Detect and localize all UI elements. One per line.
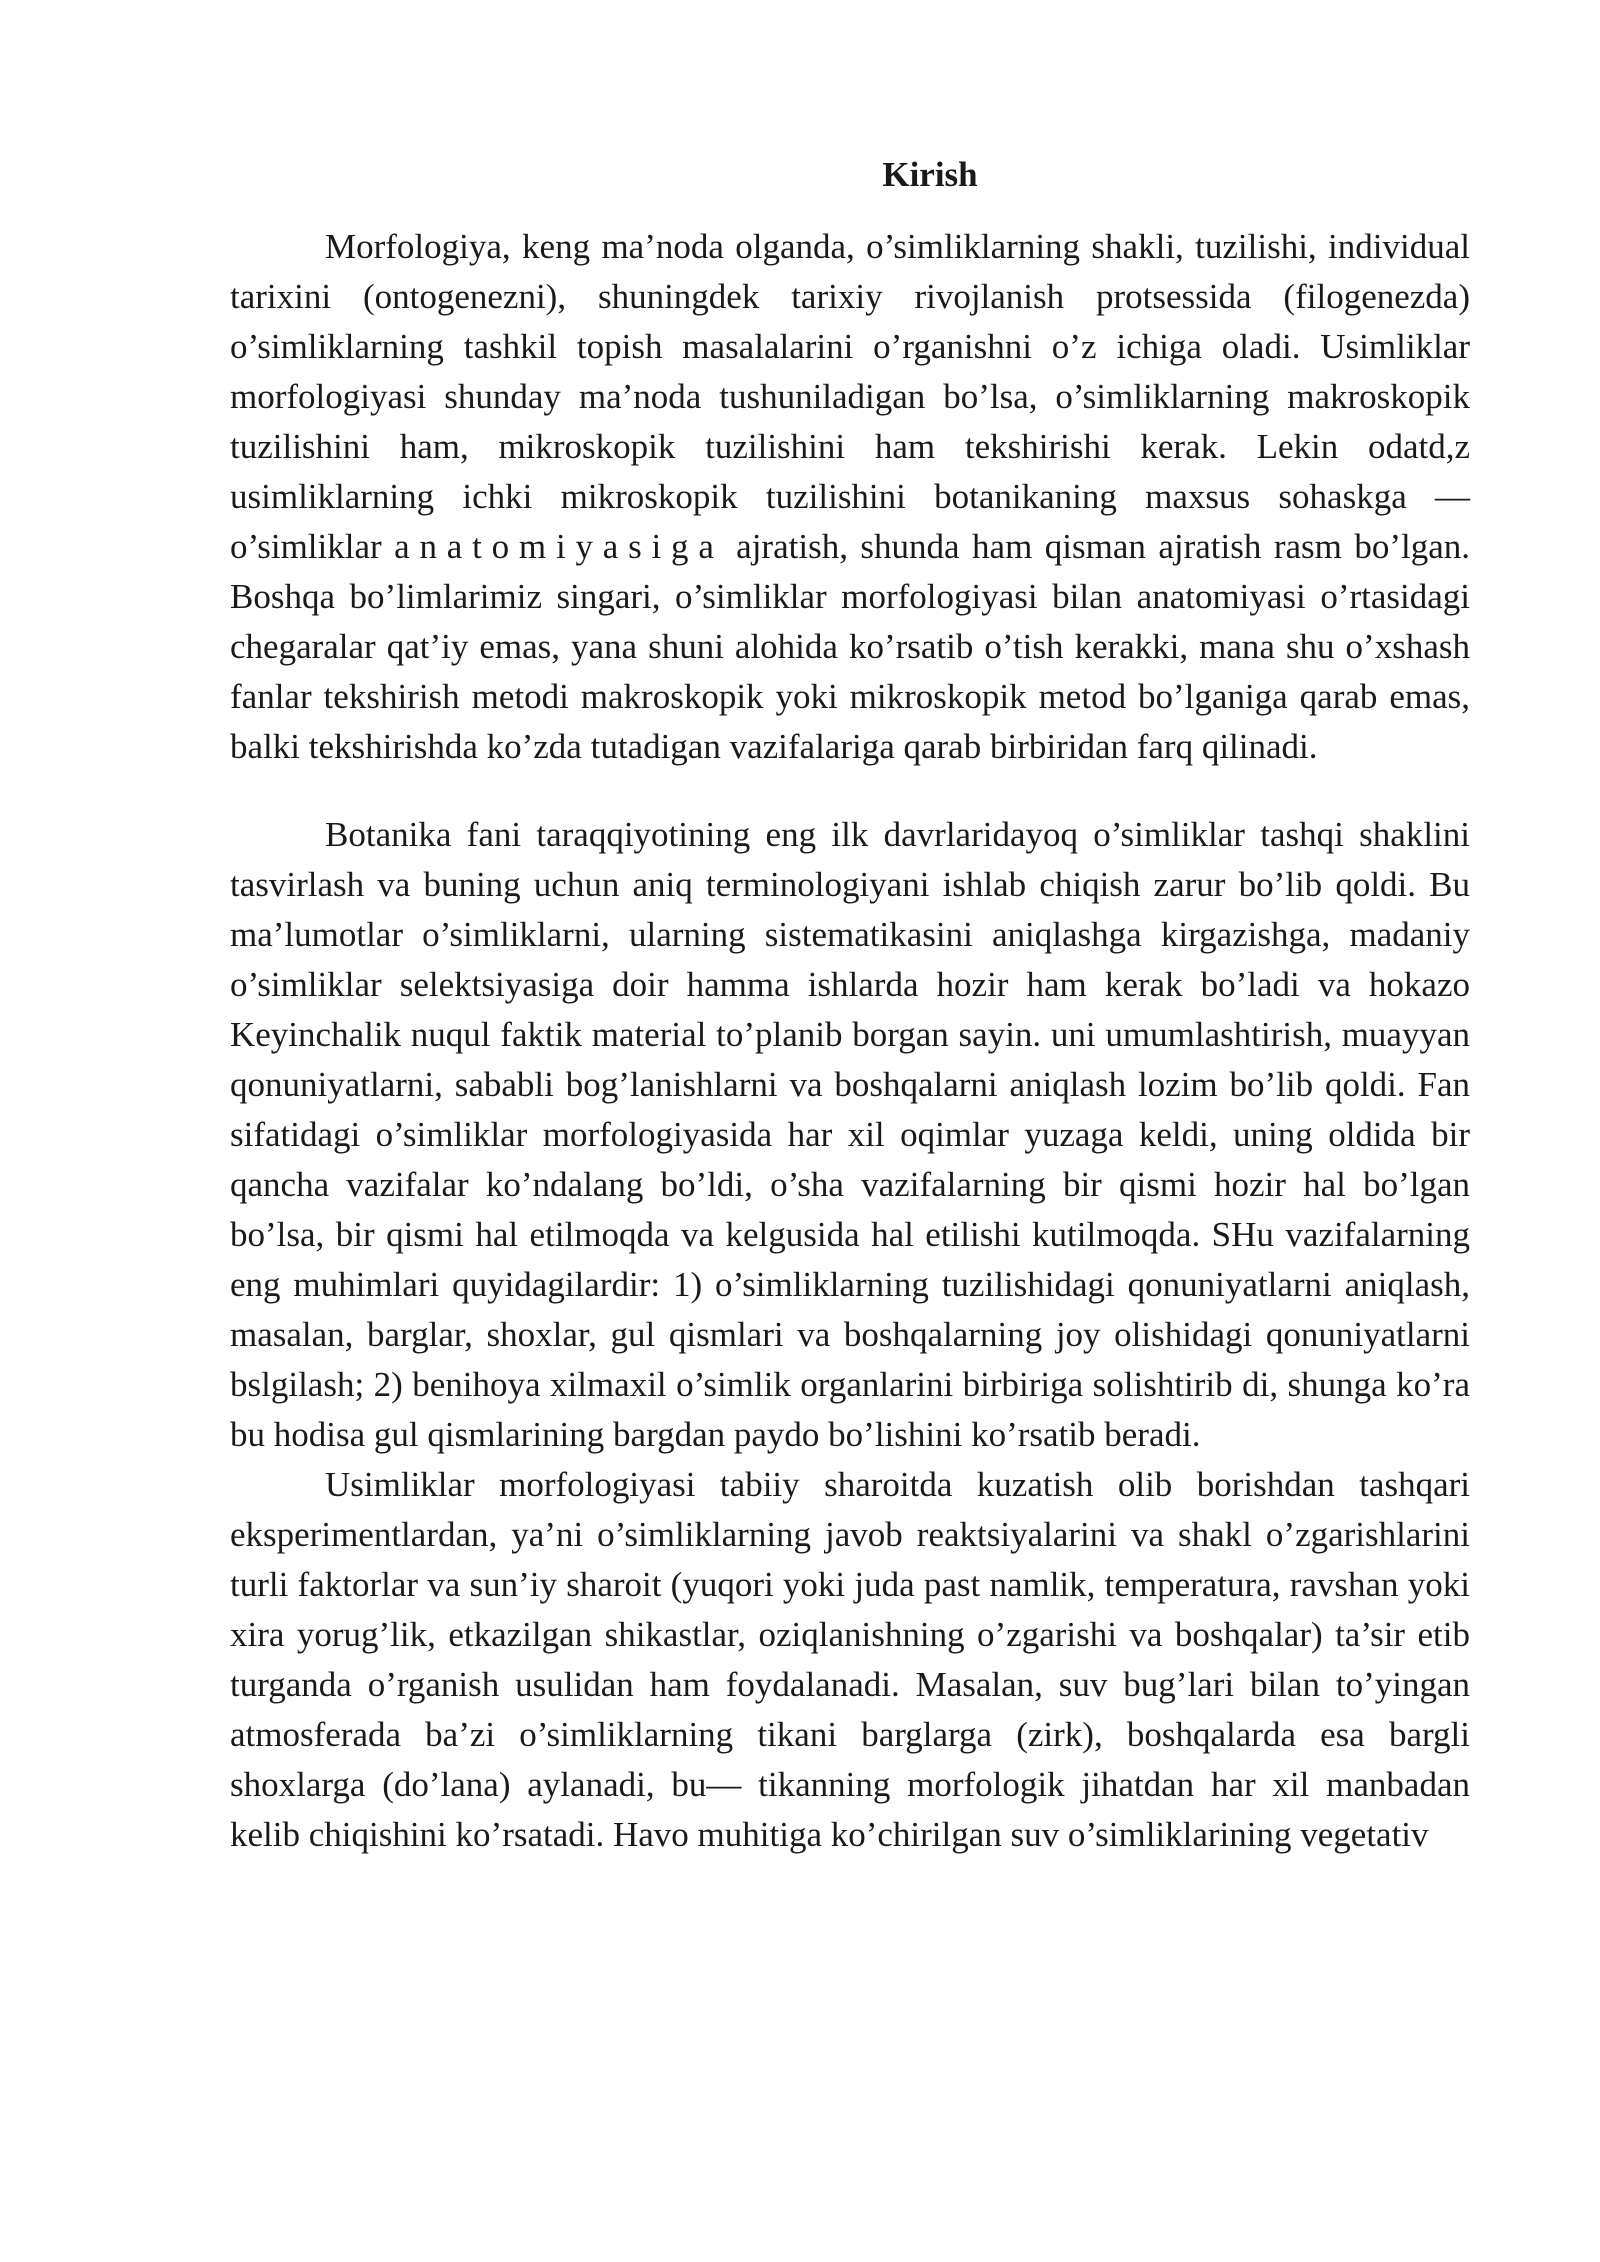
page-title: Kirish (882, 155, 978, 194)
paragraph-2: Botanika fani taraqqiyotining eng ilk davrlaridayoq o’simliklar tashqi shaklini tasvirlash va buning uchun aniq terminologiyani ishlab chiqish zarur bo’lib qoldi. Bu ma’lumotlar o’simliklarni, ularning sistematikasini aniqlashga kirgazishga, madaniy o’simliklar selektsiyasiga doir hamma ishlarda hozir ham kerak bo’ladi va hokazo Keyinchalik nuqul faktik material to’planib borgan sayin. uni umumlashtirish, muayyan qonuniyatlarni, sababli bog’lanishlarni va boshqalarni aniqlash lozim bo’lib qoldi. Fan sifatidagi o’simliklar morfologiyasida har xil oqimlar yuzaga keldi, uning oldida bir qancha vazifalar ko’ndalang bo’ldi, o’sha vazifalarning bir qismi hozir hal bo’lgan bo’lsa, bir qismi hal etilmoqda va kelgusida hal etilishi kutilmoqda. SHu vazifalarning eng muhimlari quyidagilardir: 1) o’simliklarning tuzilishidagi qonuniyatlarni aniqlash, masalan, barglar, shoxlar, gul qismlari va boshqalarning joy olishidagi qonuniyatlarni bslgilash; 2) benihoya xilmaxil o’simlik organlarini birbiriga solishtirib di, shunga ko’ra bu hodisa gul qismlarining bargdan paydo bo’lishini ko’rsatib beradi. (230, 815, 1470, 1454)
document-page (230, 150, 1470, 1860)
paragraph-1-text-b: ajratish, shunda ham qisman ajratish rasm bo’lgan. Boshqa bo’limlarimiz singari, o’simliklar morfologiyasi bilan anatomiyasi o’rtasidagi chegaralar qat’iy emas, yana shuni alohida ko’rsatib o’tish kerakki, mana shu o’xshash fanlar tekshirish metodi makroskopik yoki mikroskopik metod bo’lganiga qarab emas, balki tekshirishda ko’zda tutadigan vazifalariga qarab birbiridan farq qilinadi. (230, 527, 1470, 766)
paragraph-1-text-a: Morfologiya, keng ma’noda olganda, o’simliklarning shakli, tuzilishi, individual tarixini (ontogenezni), shuningdek tarixiy rivojlanish protsessida (filogenezda) o’simliklarning tashkil topish masalalarini o’rganishni o’z ichiga oladi. Usimliklar morfologiyasi shunday ma’noda tushuniladigan bo’lsa, o’simliklarning makroskopik tuzilishini ham, mikroskopik tuzilishini ham tekshirishi kerak. Lekin odatd,z usimliklarning ichki mikroskopik tuzilishini botanikaning maxsus sohaskga — o’simliklar (230, 227, 1470, 566)
paragraph-1-spaced-term: anatomiyasiga (394, 527, 724, 566)
paragraph-1 (230, 222, 1470, 772)
paragraph-3: Usimliklar morfologiyasi tabiiy sharoitda kuzatish olib borishdan tashqari eksperimentlardan, ya’ni o’simliklarning javob reaktsiyalarini va shakl o’zgarishlarini turli faktorlar va sun’iy sharoit (yuqori yoki juda past namlik, temperatura, ravshan yoki xira yorug’lik, etkazilgan shikastlar, oziqlanishning o’zgarishi va boshqalar) ta’sir etib turganda o’rganish usulidan ham foydalanadi. Masalan, suv bug’lari bilan to’yingan atmosferada ba’zi o’simliklarning tikani barglarga (zirk), boshqalarda esa bargli shoxlarga (do’lana) aylanadi, bu— tikanning morfologik jihatdan har xil manbadan kelib chiqishini ko’rsatadi. Havo muhitiga ko’chirilgan suv o’simliklarining vegetativ (230, 1465, 1470, 1854)
